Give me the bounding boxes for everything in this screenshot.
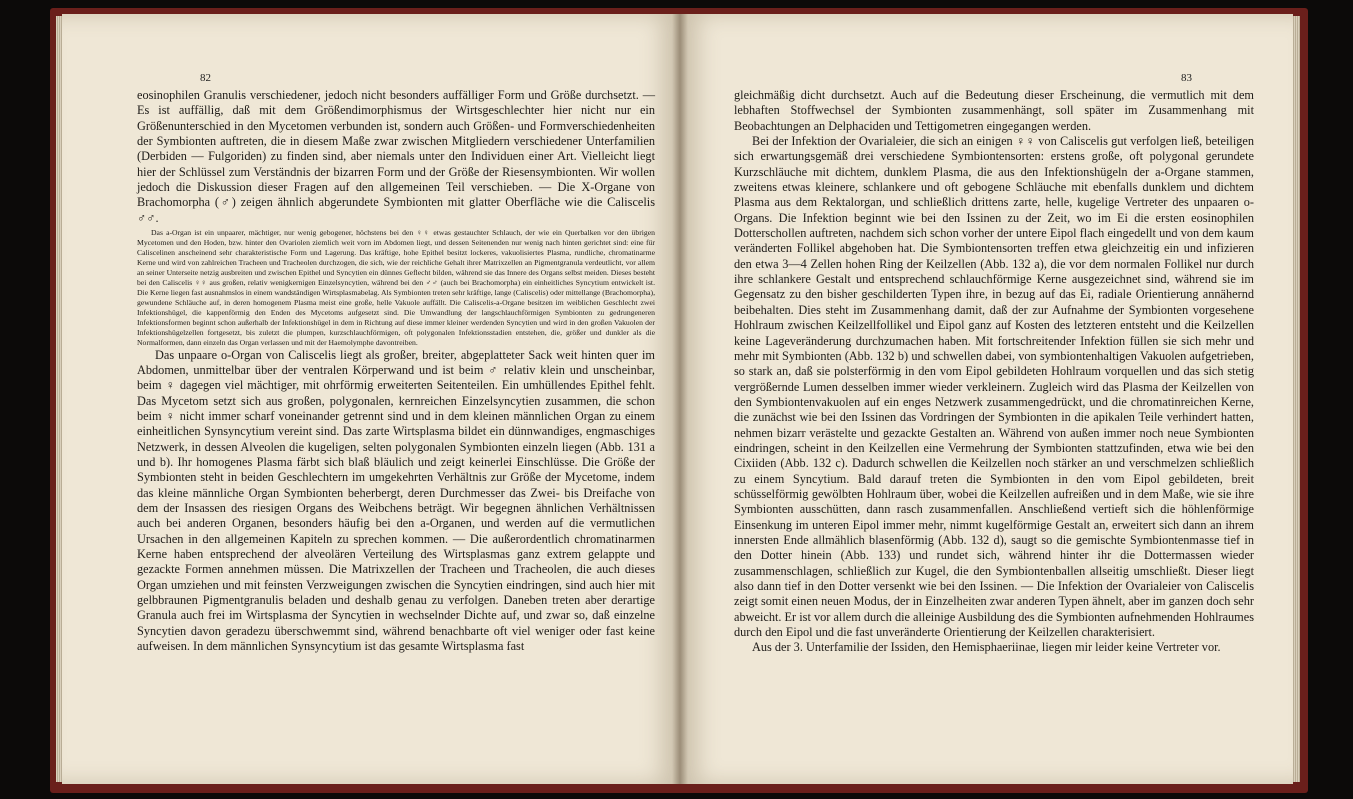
left-page-text <box>137 88 655 654</box>
left-paragraph-1: eosinophilen Granulis verschiedener, jedoch nicht besonders auffälliger Form und Größe durchsetzt. — Es ist auffällig, daß mit dem Größendimorphismus der Wirtsgeschlechter hier nicht nur ein Größenunterschied in den Mycetomen verbunden ist, sondern auch Größen- und Formverschiedenheiten der Symbionten auftreten, die in diesem Maße zwar zwischen Mitgliedern verschiedener Unterfamilien (Derbiden — Fulgoriden) zu finden sind, aber niemals unter den Individuen einer Art. Vielleicht liegt hier der Schlüssel zum Verständnis der bizarren Form und der Größe der Riesensymbionten. Wir wollen jedoch die Diskussion dieser Fragen auf den allgemeinen Teil verschieben. — Die X-Organe von Brachomorpha (♂) zeigen ähnlich abgerundete Symbionten mit glatter Oberfläche wie die Caliscelis ♂♂. <box>137 88 655 225</box>
right-page-number: 83 <box>1181 72 1192 84</box>
left-small-print-paragraph: Das a-Organ ist ein unpaarer, mächtiger, nur wenig gebogener, höchstens bei den ♀♀ etwas gestauchter Schlauch, der wie ein Querbalken vor den übrigen Mycetomen und den Hoden, bzw. hinter den Ovariolen ziemlich weit vorn im Abdomen liegt, und dessen Seitenenden nur wenig nach hinten gerichtet sind: eine für Caliscelinen anscheinend sehr charakteristische Form und Lagerung. Das kräftige, hohe Epithel besitzt lockeres, vakuolisiertes Plasma, rundliche, chromatinarme Kerne und wird von zahlreichen Tracheen und Tracheolen durchzogen, die sich, wie der reichliche Gehalt ihrer Matrixzellen an Pigmentgranula verdeutlicht, vor allem an seiner Unterseite netzig ausbreiten und zwischen Epithel und Syncytien ein dünnes Geflecht bilden, während sie das Innere des Organs selbst meiden. Dieses besteht bei den Caliscelis ♀♀ aus großen, relativ wenigkernigen Einzelsyncytien, während bei den ♂♂ (auch bei Brachomorpha) ein einheitliches Syncytium entwickelt ist. Die Kerne liegen fast ausnahmslos in einem wandständigen Wirtsplasmabelag. Als Symbionten treten sehr kräftige, lange (Caliscelis) oder mittellange (Brachomorpha), gewundene Schläuche auf, in deren homogenem Plasma meist eine große, helle Vakuole auffällt. Die Caliscelis-a-Organe besitzen im weiblichen Geschlecht zwei Infektionshügel, die kappenförmig den Enden des Mycetoms aufgesetzt sind. Die Umwandlung der langschlauchförmigen Symbionten zu gedrungeneren Infektionsformen beginnt schon außerhalb der Infektionshügel in dem in Richtung auf diese immer kleiner werdenden Syncytien und wird in den großen Vakuolen der Infektionshügelzellen fortgesetzt, bis zuletzt die plumpen, kurzschlauchförmigen, oft polygonalen Infektionsstadien entstehen, die, größer und dunkler als die Normalformen, dann einzeln das Organ verlassen und mit der Haemolymphe davontreiben. <box>137 228 655 347</box>
right-paragraph-3: Aus der 3. Unterfamilie der Issiden, den Hemisphaeriinae, liegen mir leider keine Vertreter vor. <box>752 640 1221 655</box>
left-paragraph-2: Das unpaare o-Organ von Caliscelis liegt als großer, breiter, abgeplatteter Sack weit hinten quer im Abdomen, unmittelbar über der ventralen Körperwand und ist beim ♂ relativ klein und unscheinbar, beim ♀ dagegen viel mächtiger, mit ohrförmig erweiterten Seitenteilen. Ein umhüllendes Epithel fehlt. Das Mycetom setzt sich aus großen, polygonalen, kernreichen Einzelsyncytien zusammen, die schon beim ♀ nicht immer scharf voneinander getrennt sind und in dem kleinen männlichen Organ zu einem einheitlichen Synsyncytium vereint sind. Das zarte Wirtsplasma bildet ein dünnwandiges, engmaschiges Netzwerk, in dessen Alveolen die kugeligen, selten polygonalen Symbionten einzeln liegen (Abb. 131 a und b). Ihr homogenes Plasma färbt sich blaß bläulich und zeigt keinerlei Einschlüsse. Die Größe der Symbionten steht in beiden Geschlechtern im umgekehrten Verhältnis zur Größe der Mycetome, indem das kleine männliche Organ Symbionten beherbergt, deren Durchmesser das Zwei- bis Dreifache von dem der Insassen des riesigen Organs des Weibchens beträgt. Wir begegnen ähnlichen Verhältnissen auch bei anderen Organen, besonders häufig bei den a-Organen, und werden auf die vermutlichen Ursachen in den allgemeinen Kapiteln zu sprechen kommen. — Die außerordentlich chromatinarmen Kerne haben entsprechend der alveolären Verteilung des Wirtsplasmas ganz extrem gelappte und gezackte Formen annehmen müssen. Die Matrixzellen der Tracheen und Tracheolen, die auch dieses Organ umziehen und mit feinsten Verzweigungen zwischen die Syncytien eindringen, sind auch hier mit gelbbraunen Pigmentgranulis beladen und deshalb genau zu verfolgen. Daneben treten aber derartige Granula auch frei im Wirtsplasma der Syncytien in wechselnder Dichte auf, und zwar so, daß einzelne Syncytien davon geradezu überschwemmt sind, während benachbarte oft viel weniger oder fast keine aufweisen. In dem männlichen Synsyncytium ist das gesamte Wirtsplasma fast <box>137 347 655 654</box>
left-page-number: 82 <box>200 72 211 84</box>
right-page-text <box>734 88 1254 656</box>
right-paragraph-1: gleichmäßig dicht durchsetzt. Auch auf die Bedeutung dieser Erscheinung, die vermutlich mit dem lebhaften Stoffwechsel der Symbionten zusammenhängt, soll später im Zusammenhang mit Beobachtungen an Delphaciden und Tettigometren eingegangen werden. <box>734 88 1254 133</box>
right-paragraph-2: Bei der Infektion der Ovarialeier, die sich an einigen ♀♀ von Caliscelis gut verfolgen ließ, beteiligen sich erwartungsgemäß drei verschiedene Symbiontensorten: erstens große, oft polygonal gerundete Kurzschläuche mit dichtem, dunklem Plasma, die aus den Infektionshügeln der a-Organe stammen, zweitens etwas kleinere, schlankere und oft gebogene Schläuche mit ebenfalls dunklem und dichtem Plasma aus dem Rektalorgan, und schließlich drittens zarte, helle, kugelige Vertreter des unpaaren o-Organs. Die Infektion beginnt wie bei den Issinen zu der Zeit, wo im Ei die ersten eosinophilen Dotterschollen auftreten, nachdem sich schon vorher der untere Eipol flach eingedellt und von dem kaum veränderten Follikel abgehoben hat. Die Symbiontensorten treffen etwa gleichzeitig ein und infizieren den etwa 3—4 Zellen hohen Ring der Keilzellen (Abb. 132 a), die vor dem normalen Follikel nur durch ihre schlankere Gestalt und entsprechend schlauchförmige Kerne ausgezeichnet sind, während sie im Gegensatz zu den bisher geschilderten Typen ihre, in bezug auf das Ei, radiale Orientierung annähernd beibehalten. Dies steht im Zusammenhang damit, daß der zur Aufnahme der Symbionten vorgesehene Hohlraum zwischen Keilzellfollikel und Eipol ganz auf Kosten des letzteren entsteht und die Keilzellen keine Lageveränderung durchzumachen haben. Mit fortschreitender Infektion füllen sie sich mehr und mehr mit Symbionten (Abb. 132 b) und schwellen dabei, von symbiontenhaltigen Vakuolen aufgetrieben, so stark an, daß sie polsterförmig in den vom Eipol gebildeten Hohlraum vorquellen und das sich stetig vergrößernde Lumen desselben immer wieder verkleinern. Zugleich wird das Plasma der Keilzellen von den Symbiontenvakuolen auf ein enges Netzwerk zusammengedrückt, und die chromatinreichen Kerne, die zunächst wie bei den Issinen das Vordringen der Symbionten in die apikalen Teile verhindert hatten, nehmen bizarr verästelte und gezackte Gestalten an. Während von außen immer noch neue Symbionten eindringen, scheint in den Keilzellen eine Vermehrung der Symbionten stattzufinden, etwa wie bei den Cixiiden (Abb. 132 c). Dadurch schwellen die Keilzellen noch stärker an und verschmelzen schließlich zu einem Syncytium. Bald darauf treten die Symbionten in den vom Eipol gebildeten, breit schüsselförmig gewölbten Hohlraum über, wobei die Keilzellen aufreißen und in dem Maße, wie sie ihre Symbionten ausschütten, dann rasch zusammenfallen. Anschließend vertieft sich die höhlenförmige Einsenkung im unteren Eipol immer mehr, nimmt kugelförmige Gestalt an, erweitert sich dann an ihrem innersten Ende allmählich blasenförmig (Abb. 132 d), saugt so die gemischte Symbiontenmasse tief in den Dotter hinein (Abb. 133) und rundet sich, während hinter ihr die Dottermassen wieder zusammenschlagen, schließlich zur Kugel, die den Symbiontenballen allseitig umschließt. Dieser liegt also dann tief in den Dotter versenkt wie bei den Issinen. — Die Infektion der Ovarialeier von Caliscelis zeigt somit einen neuen Modus, der in Einzelheiten zwar anderen Typen ähnelt, aber im ganzen doch sehr abweicht. Er ist vor allem durch die alleinige Ausbildung des die Symbionten aufnehmenden Hohlraumes durch den Eipol und die fast unveränderte Orientierung der Keilzellen charakterisiert. <box>734 134 1254 640</box>
book-gutter <box>672 14 688 784</box>
page-edges-right <box>1292 16 1300 782</box>
